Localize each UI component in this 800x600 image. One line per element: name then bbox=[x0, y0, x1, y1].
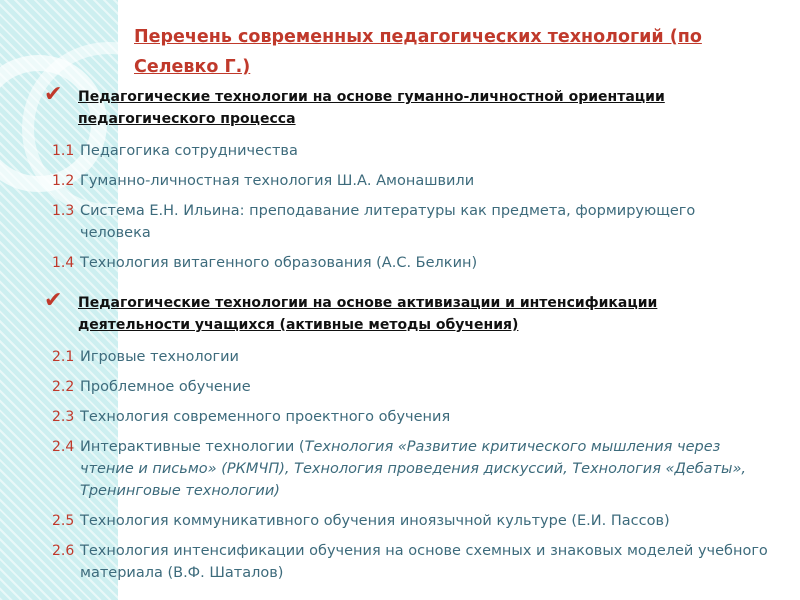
list-item bbox=[30, 140, 770, 162]
section-heading bbox=[30, 288, 770, 336]
item-number: 1.2 bbox=[52, 173, 75, 189]
item-text: Технология интенсификации обучения на основе схемных и знаковых моделей учебного материала (В.Ф. Шаталов) bbox=[80, 543, 768, 581]
item-text: Система Е.Н. Ильина: преподавание литературы как предмета, формирующего человека bbox=[80, 203, 696, 241]
section-heading-text: Педагогические технологии на основе активизации и интенсификации деятельности учащихся (активные методы обучения) bbox=[78, 295, 658, 333]
slide-title: Перечень современных педагогических технологий (по Селевко Г.) bbox=[134, 27, 702, 77]
item-number: 1.3 bbox=[52, 203, 75, 219]
item-text: Интерактивные технологии ( bbox=[80, 439, 305, 455]
list-item bbox=[30, 170, 770, 192]
list-item bbox=[30, 376, 770, 398]
item-text-italic: Технология «Развитие критического мышления через чтение и письмо» (РКМЧП), Технология проведения дискуссий, Технология «Дебаты», Тренинговые технологии) bbox=[80, 439, 747, 499]
item-number: 2.2 bbox=[52, 379, 75, 395]
section-heading bbox=[30, 82, 770, 130]
item-text: Игровые технологии bbox=[80, 349, 239, 365]
item-number: 2.6 bbox=[52, 543, 75, 559]
item-number: 2.5 bbox=[52, 513, 75, 529]
item-text: Педагогика сотрудничества bbox=[80, 143, 298, 159]
item-number: 2.3 bbox=[52, 409, 75, 425]
list-item bbox=[30, 540, 770, 584]
item-number: 1.4 bbox=[52, 255, 75, 271]
item-text: Проблемное обучение bbox=[80, 379, 251, 395]
list-item bbox=[30, 510, 770, 532]
item-number: 2.4 bbox=[52, 439, 75, 455]
item-number: 1.1 bbox=[52, 143, 75, 159]
item-text: Технология витагенного образования (А.С. Белкин) bbox=[80, 255, 478, 271]
section-2 bbox=[30, 288, 770, 584]
item-text: Гуманно-личностная технология Ш.А. Амонашвили bbox=[80, 173, 475, 189]
item-number: 2.1 bbox=[52, 349, 75, 365]
list-item bbox=[30, 436, 770, 502]
checkmark-icon: ✔ bbox=[44, 288, 63, 313]
item-text: Технология коммуникативного обучения иноязычной культуре (Е.И. Пассов) bbox=[80, 513, 670, 529]
section-1 bbox=[30, 82, 770, 274]
item-text: Технология современного проектного обучения bbox=[80, 409, 451, 425]
list-item bbox=[30, 406, 770, 428]
section-heading-text: Педагогические технологии на основе гуманно-личностной ориентации педагогического процесса bbox=[78, 89, 665, 127]
list-item bbox=[30, 252, 770, 274]
checkmark-icon: ✔ bbox=[44, 82, 63, 107]
list-item bbox=[30, 200, 770, 244]
list-item bbox=[30, 346, 770, 368]
